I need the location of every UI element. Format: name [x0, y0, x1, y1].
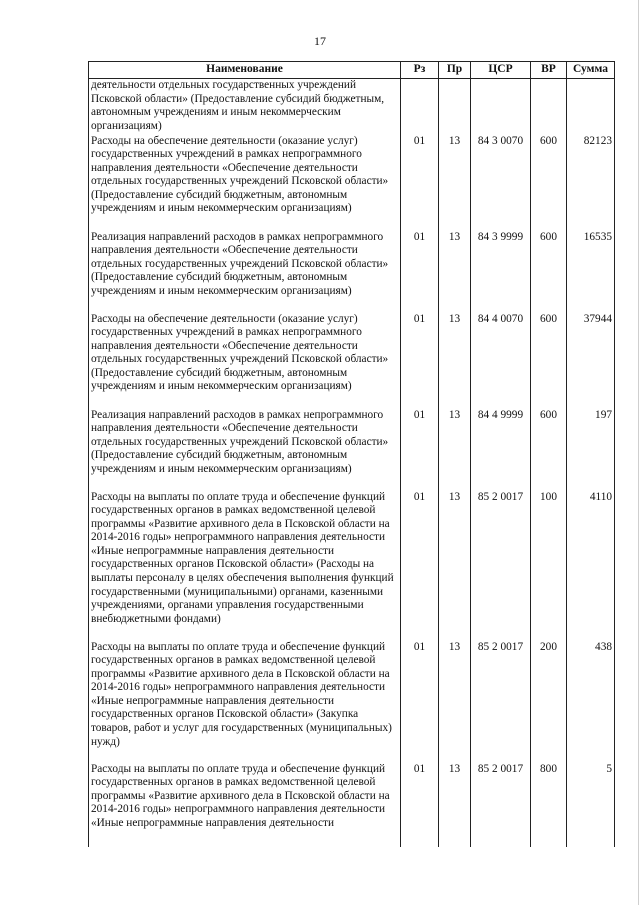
- cell-rz: 01: [401, 135, 439, 231]
- table-row: [89, 409, 615, 491]
- cell-name: деятельности отдельных государственных учреждений Псковской области» (Предоставление субсидий бюджетным, автономным учреждениям и иным некоммерческим организациям): [89, 79, 401, 135]
- cell-vr: 200: [531, 641, 567, 763]
- cell-vr: 600: [531, 313, 567, 409]
- cell-sum: 197: [567, 409, 615, 491]
- cell-pr: 13: [439, 763, 471, 847]
- cell-pr: 13: [439, 491, 471, 641]
- header-vr: ВР: [531, 62, 567, 79]
- cell-pr: 13: [439, 135, 471, 231]
- cell-vr: 600: [531, 409, 567, 491]
- budget-table: [88, 61, 615, 847]
- cell-rz: 01: [401, 641, 439, 763]
- cell-name: Расходы на выплаты по оплате труда и обеспечение функций государственных органов в рамках ведомственной целевой программы «Развитие архивного дела в Псковской области на 2014-2016 годы» непрограммного направления деятельности «Иные непрограммные направления деятельности: [89, 763, 401, 847]
- cell-sum: 4110: [567, 491, 615, 641]
- cell-pr: 13: [439, 641, 471, 763]
- header-row: [89, 62, 615, 79]
- cell-sum: [567, 79, 615, 135]
- table-row: [89, 491, 615, 641]
- header-rz: Рз: [401, 62, 439, 79]
- table-body: [89, 79, 615, 847]
- cell-csr: 84 3 9999: [471, 231, 531, 313]
- cell-sum: 16535: [567, 231, 615, 313]
- table-row: [89, 313, 615, 409]
- cell-csr: 85 2 0017: [471, 491, 531, 641]
- table-row: [89, 79, 615, 135]
- cell-pr: [439, 79, 471, 135]
- header-sum: Сумма: [567, 62, 615, 79]
- cell-sum: 82123: [567, 135, 615, 231]
- cell-vr: 600: [531, 231, 567, 313]
- cell-pr: 13: [439, 409, 471, 491]
- cell-pr: 13: [439, 313, 471, 409]
- cell-rz: 01: [401, 313, 439, 409]
- cell-csr: [471, 79, 531, 135]
- cell-sum: 37944: [567, 313, 615, 409]
- cell-rz: 01: [401, 491, 439, 641]
- cell-name: Расходы на выплаты по оплате труда и обеспечение функций государственных органов в рамках ведомственной целевой программы «Развитие архивного дела в Псковской области на 2014-2016 годы» непрограммного направления деятельности «Иные непрограммные направления деятельности государственных органов Псковской области» (Расходы на выплаты персоналу в целях обеспечения выполнения функций государственными (муниципальными) органами, казенными учреждениями, органами управления государственными внебюджетными фондами): [89, 491, 401, 641]
- cell-sum: 438: [567, 641, 615, 763]
- page-number: 17: [314, 34, 326, 48]
- cell-sum: 5: [567, 763, 615, 847]
- table-row: [89, 135, 615, 231]
- cell-name: Расходы на обеспечение деятельности (оказание услуг) государственных учреждений в рамках непрограммного направления деятельности «Обеспечение деятельности отдельных государственных учреждений Псковской области» (Предоставление субсидий бюджетным, автономным учреждениям и иным некоммерческим организациям): [89, 135, 401, 231]
- page-edge-line: [638, 0, 639, 905]
- cell-name: Реализация направлений расходов в рамках непрограммного направления деятельности «Обеспечение деятельности отдельных государственных учреждений Псковской области» (Предоставление субсидий бюджетным, автономным учреждениям и иным некоммерческим организациям): [89, 231, 401, 313]
- cell-name: Расходы на обеспечение деятельности (оказание услуг) государственных учреждений в рамках непрограммного направления деятельности «Обеспечение деятельности отдельных государственных учреждений Псковской области» (Предоставление субсидий бюджетным, автономным учреждениям и иным некоммерческим организациям): [89, 313, 401, 409]
- cell-csr: 85 2 0017: [471, 763, 531, 847]
- cell-rz: 01: [401, 231, 439, 313]
- cell-pr: 13: [439, 231, 471, 313]
- cell-rz: 01: [401, 409, 439, 491]
- cell-csr: 85 2 0017: [471, 641, 531, 763]
- cell-csr: 84 3 0070: [471, 135, 531, 231]
- header-name: Наименование: [89, 62, 401, 79]
- cell-rz: 01: [401, 763, 439, 847]
- table-row: [89, 641, 615, 763]
- header-pr: Пр: [439, 62, 471, 79]
- cell-rz: [401, 79, 439, 135]
- table-row: [89, 231, 615, 313]
- cell-vr: 100: [531, 491, 567, 641]
- header-csr: ЦСР: [471, 62, 531, 79]
- table-header: [89, 62, 615, 79]
- cell-vr: 600: [531, 135, 567, 231]
- cell-vr: [531, 79, 567, 135]
- cell-vr: 800: [531, 763, 567, 847]
- table-row: [89, 763, 615, 847]
- cell-name: Расходы на выплаты по оплате труда и обеспечение функций государственных органов в рамках ведомственной целевой программы «Развитие архивного дела в Псковской области на 2014-2016 годы» непрограммного направления деятельности «Иные непрограммные направления деятельности государственных органов Псковской области» (Закупка товаров, работ и услуг для государственных (муниципальных) нужд): [89, 641, 401, 763]
- cell-name: Реализация направлений расходов в рамках непрограммного направления деятельности «Обеспечение деятельности отдельных государственных учреждений Псковской области» (Предоставление субсидий бюджетным, автономным учреждениям и иным некоммерческим организациям): [89, 409, 401, 491]
- cell-csr: 84 4 9999: [471, 409, 531, 491]
- cell-csr: 84 4 0070: [471, 313, 531, 409]
